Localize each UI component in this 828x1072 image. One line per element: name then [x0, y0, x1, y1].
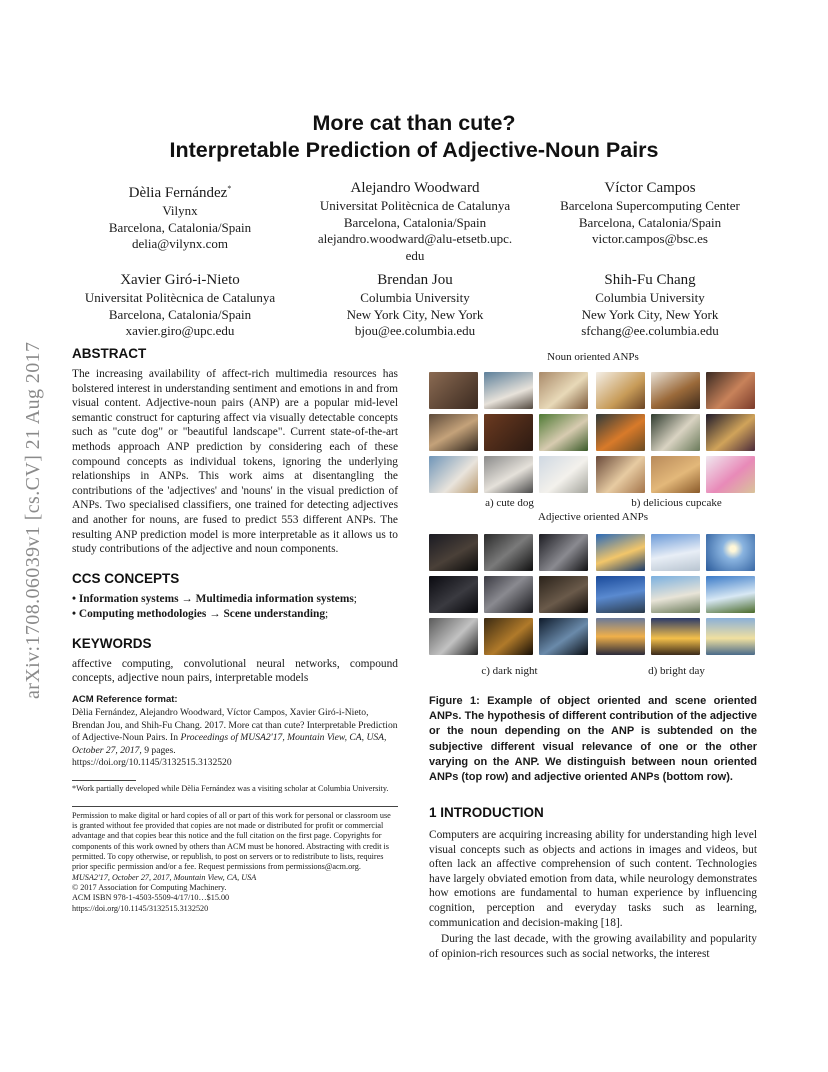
- arxiv-stamp: arXiv:1708.06039v1 [cs.CV] 21 Aug 2017: [22, 341, 44, 699]
- reference-body: Dèlia Fernández, Alejandro Woodward, Víctor Campos, Xavier Giró-i-Nieto, Brendan Jou, and Shih-Fu Chang. 2017. More cat than cute? Interpretable Prediction of Adjective-Noun Pairs. In Proceedings of MUSA2'17, Mountain View, CA, USA, October 27, 2017, 9 pages. https://doi.org/10.1145/3132515.3132520: [72, 706, 398, 769]
- image-tile: [539, 576, 588, 613]
- author-email: alejandro.woodward@alu-etsetb.upc.: [317, 231, 513, 246]
- image-set-delicious-cupcake: [596, 372, 757, 510]
- author-block: [305, 271, 525, 340]
- author-location: Barcelona, Catalonia/Spain: [343, 214, 487, 230]
- introduction-section: [429, 805, 757, 961]
- permission-isbn: ACM ISBN 978-1-4503-5509-4/17/10…$15.00: [72, 893, 230, 903]
- author-block: [305, 179, 525, 264]
- author-location: Barcelona, Catalonia/Spain: [108, 219, 252, 235]
- abstract-heading: ABSTRACT: [72, 346, 147, 361]
- author-name: Shih-Fu Chang: [604, 272, 696, 288]
- author-location: New York City, New York: [346, 306, 484, 322]
- keywords-text: affective computing, convolutional neural networks, compound concepts, adjective noun pairs, interpretable models: [72, 657, 398, 685]
- author-email-continued: edu: [405, 247, 425, 263]
- image-tile: [539, 414, 588, 451]
- footnote-rule: [72, 780, 136, 781]
- author-email: xavier.giro@upc.edu: [125, 323, 235, 338]
- image-tile: [651, 372, 700, 409]
- author-block: [540, 271, 760, 340]
- image-tile: [429, 534, 478, 571]
- image-tile: [706, 372, 755, 409]
- image-tile: [484, 534, 533, 571]
- reference-heading: ACM Reference format:: [72, 693, 178, 705]
- image-tile: [429, 576, 478, 613]
- subfigure-caption: a) cute dog: [485, 497, 534, 509]
- image-tile: [706, 618, 755, 655]
- footnote: *Work partially developed while Dèlia Fernández was a visiting scholar at Columbia University.: [72, 783, 389, 793]
- ccs-item: [72, 607, 398, 622]
- figure-bottom-row: [429, 534, 757, 678]
- image-tile: [484, 414, 533, 451]
- ccs-heading: CCS CONCEPTS: [72, 570, 180, 586]
- image-tile: [706, 534, 755, 571]
- figure-top-row: [429, 372, 757, 510]
- image-tile: [596, 534, 645, 571]
- author-location: Barcelona, Catalonia/Spain: [578, 214, 722, 230]
- image-tile: [539, 534, 588, 571]
- author-block: [70, 271, 290, 340]
- author-row-1: [70, 179, 760, 264]
- image-tile: [651, 414, 700, 451]
- author-name: Víctor Campos: [604, 180, 696, 196]
- image-tile: [539, 456, 588, 493]
- author-location: New York City, New York: [581, 306, 719, 322]
- image-tile: [429, 414, 478, 451]
- image-tile: [596, 576, 645, 613]
- author-name: Alejandro Woodward: [350, 180, 480, 196]
- image-set-dark-night: [429, 534, 590, 678]
- author-affiliation: Universitat Politècnica de Catalunya: [319, 198, 511, 213]
- author-affiliation: Barcelona Supercomputing Center: [560, 198, 740, 213]
- abstract-text: The increasing availability of affect-rich multimedia resources has bolstered interest in understanding sentiment and emotions in and from visual content. Adjective-noun pairs (ANP) are a popular mid-level semantic construct for capturing affect via visually detectable concepts such as "cute dog" or "beautiful landscape". Current state-of-the-art methods approach ANP prediction by considering each of these compound concepts as individual tokens, ignoring the underlying relationships in ANPs. This work aims at disentangling the contributions of the 'adjectives' and 'nouns' in the visual prediction of ANPs. Two specialised classifiers, one trained for detecting adjectives and another for nouns, are fused to predict 553 different ANPs. The resulting ANP prediction model is more interpretable as it allows us to study contributions of the adjective and noun components.: [72, 368, 398, 556]
- figure-top-title: Noun oriented ANPs: [547, 351, 639, 363]
- paper-title: [100, 110, 728, 164]
- image-tile: [596, 414, 645, 451]
- title-line-2: Interpretable Prediction of Adjective-Noun Pairs: [169, 138, 659, 162]
- image-tile: [706, 456, 755, 493]
- subfigure-caption: d) bright day: [648, 665, 705, 677]
- author-name: Brendan Jou: [377, 272, 453, 288]
- image-tile: [484, 372, 533, 409]
- figure-bottom-title: Adjective oriented ANPs: [538, 511, 648, 523]
- permission-block: [72, 806, 398, 914]
- introduction-heading: 1 INTRODUCTION: [429, 805, 544, 820]
- right-column: [429, 346, 757, 785]
- image-tile: [539, 618, 588, 655]
- ccs-list: [72, 592, 398, 622]
- permission-venue: MUSA2'17, October 27, 2017, Mountain View, CA, USA: [72, 872, 257, 882]
- author-location: Barcelona, Catalonia/Spain: [108, 306, 252, 322]
- permission-text: Permission to make digital or hard copies of all or part of this work for personal or classroom use is granted without fee provided that copies are not made or distributed for profit or commercial advantage and that copies bear this notice and the full citation on the first page. Copyrights for components of this work owned by others than ACM must be honored. Abstracting with credit is permitted. To copy otherwise, or republish, to post on servers or to redistribute to lists, requires prior specific permission and/or a fee. Request permissions from permissions@acm.org.: [72, 810, 391, 872]
- reference-doi: https://doi.org/10.1145/3132515.3132520: [72, 757, 232, 769]
- ccs-item-tail: ;: [353, 592, 357, 605]
- author-email: victor.campos@bsc.es: [592, 231, 708, 246]
- subfigure-caption: b) delicious cupcake: [631, 497, 722, 509]
- image-tile: [484, 618, 533, 655]
- author-name: Dèlia Fernández: [128, 185, 228, 201]
- image-tile: [706, 576, 755, 613]
- figure-caption: Figure 1: Example of object oriented and scene oriented ANPs. The hypothesis of different contribution of the adjective or the noun depending on the ANP is subtended on the subjective different visual relevance of one or the other varying on the ANP. We distinguish between noun oriented ANPs (top row) and adjective oriented ANPs (bottom row).: [429, 695, 757, 784]
- image-tile: [651, 534, 700, 571]
- image-tile: [429, 618, 478, 655]
- image-tile: [429, 456, 478, 493]
- image-tile: [706, 414, 755, 451]
- author-affiliation: Columbia University: [595, 290, 705, 305]
- image-tile: [596, 372, 645, 409]
- permission-doi: https://doi.org/10.1145/3132515.3132520: [72, 903, 209, 913]
- subfigure-caption: c) dark night: [481, 665, 538, 677]
- author-affiliation: Universitat Politècnica de Catalunya: [84, 290, 276, 305]
- ccs-item-label: Information systems → Multimedia information systems: [78, 592, 354, 605]
- image-tile: [596, 618, 645, 655]
- ccs-item-tail: ;: [325, 607, 329, 620]
- author-affiliation: Vilynx: [162, 203, 198, 218]
- image-set-bright-day: [596, 534, 757, 678]
- author-footnote-mark: *: [227, 184, 232, 193]
- introduction-paragraph: Computers are acquiring increasing ability for understanding high level visual concepts such as objects and actions in images and videos, but often lack an affective comprehension of such content. Technologies have largely obviated emotion from data, while neurology demonstrates how emotions are fundamental to human experience by influencing cognition, perception and everyday tasks such as learning, communication and decision-making [18].: [429, 829, 757, 929]
- keywords-heading: KEYWORDS: [72, 635, 152, 651]
- ccs-item: [72, 592, 398, 607]
- permission-copyright: © 2017 Association for Computing Machinery.: [72, 882, 227, 892]
- image-tile: [539, 372, 588, 409]
- author-block: [70, 179, 290, 264]
- author-affiliation: Columbia University: [360, 290, 470, 305]
- title-line-1: More cat than cute?: [312, 111, 516, 135]
- left-column: [72, 346, 398, 914]
- image-tile: [596, 456, 645, 493]
- author-block: [540, 179, 760, 264]
- image-tile: [484, 576, 533, 613]
- image-set-cute-dog: [429, 372, 590, 510]
- image-tile: [651, 618, 700, 655]
- author-email: bjou@ee.columbia.edu: [354, 323, 476, 338]
- author-email: sfchang@ee.columbia.edu: [581, 323, 719, 338]
- author-email: delia@vilynx.com: [131, 236, 229, 251]
- image-tile: [484, 456, 533, 493]
- image-tile: [429, 372, 478, 409]
- ccs-item-label: Computing methodologies → Scene understanding: [78, 607, 326, 620]
- image-tile: [651, 576, 700, 613]
- introduction-paragraph: During the last decade, with the growing availability and popularity of opinion-rich resources such as social networks, the interest: [429, 933, 757, 960]
- image-tile: [651, 456, 700, 493]
- author-name: Xavier Giró-i-Nieto: [120, 272, 240, 288]
- author-row-2: [70, 271, 760, 340]
